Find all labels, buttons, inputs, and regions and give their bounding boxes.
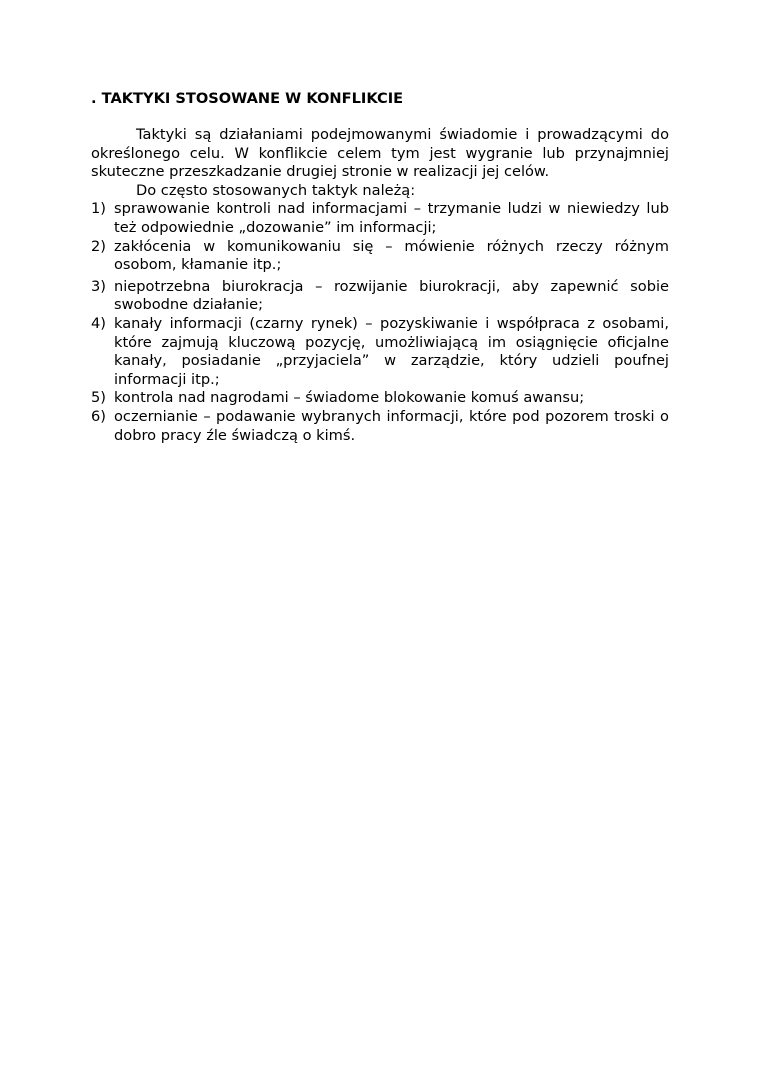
list-item-number: 2): [91, 237, 106, 255]
list-item-text: sprawowanie kontroli nad informacjami – trzymanie ludzi w niewiedzy lub też odpowiednie „dozowanie” im informacji;: [114, 200, 669, 236]
list-item: [91, 278, 669, 315]
list-item-text: oczernianie – podawanie wybranych informacji, które pod pozorem troski o dobro pracy źle świadczą o kimś.: [114, 407, 669, 444]
list-item: [91, 200, 669, 237]
tactics-list: [91, 200, 669, 445]
list-item-number: 5): [91, 389, 106, 407]
list-item-text: zakłócenia w komunikowaniu się – mówienie różnych rzeczy różnym osobom, kłamanie itp.;: [114, 237, 669, 274]
list-item-number: 1): [91, 200, 106, 218]
list-item-number: 6): [91, 407, 106, 425]
list-item-text: kanały informacji (czarny rynek) – pozyskiwanie i współpraca z osobami, które zajmują kluczową pozycję, umożliwiającą im osiągnięcie oficjalne kanały, posiadanie „przyjaciela” w zarządzie, który udzieli poufnej informacji itp.;: [114, 314, 669, 388]
list-item: [91, 315, 669, 389]
list-item-number: 3): [91, 277, 106, 295]
section-heading: . TAKTYKI STOSOWANE W KONFLIKCIE: [91, 90, 404, 107]
list-item: [91, 389, 669, 408]
list-item: [91, 408, 669, 445]
list-item-number: 4): [91, 314, 106, 332]
list-item-text: kontrola nad nagrodami – świadome blokowanie komuś awansu;: [114, 389, 585, 407]
list-intro-paragraph: Do często stosowanych taktyk należą:: [136, 181, 416, 199]
list-item-text: niepotrzebna biurokracja – rozwijanie biurokracji, aby zapewnić sobie swobodne działanie;: [114, 277, 669, 314]
document-body: [91, 90, 669, 445]
list-item: [91, 238, 669, 275]
intro-paragraph: Taktyki są działaniami podejmowanymi świadomie i prowadzącymi do określonego celu. W konflikcie celem tym jest wygranie lub przynajmniej skuteczne przeszkadzanie drugiej stronie w realizacji jej celów.: [91, 126, 669, 181]
